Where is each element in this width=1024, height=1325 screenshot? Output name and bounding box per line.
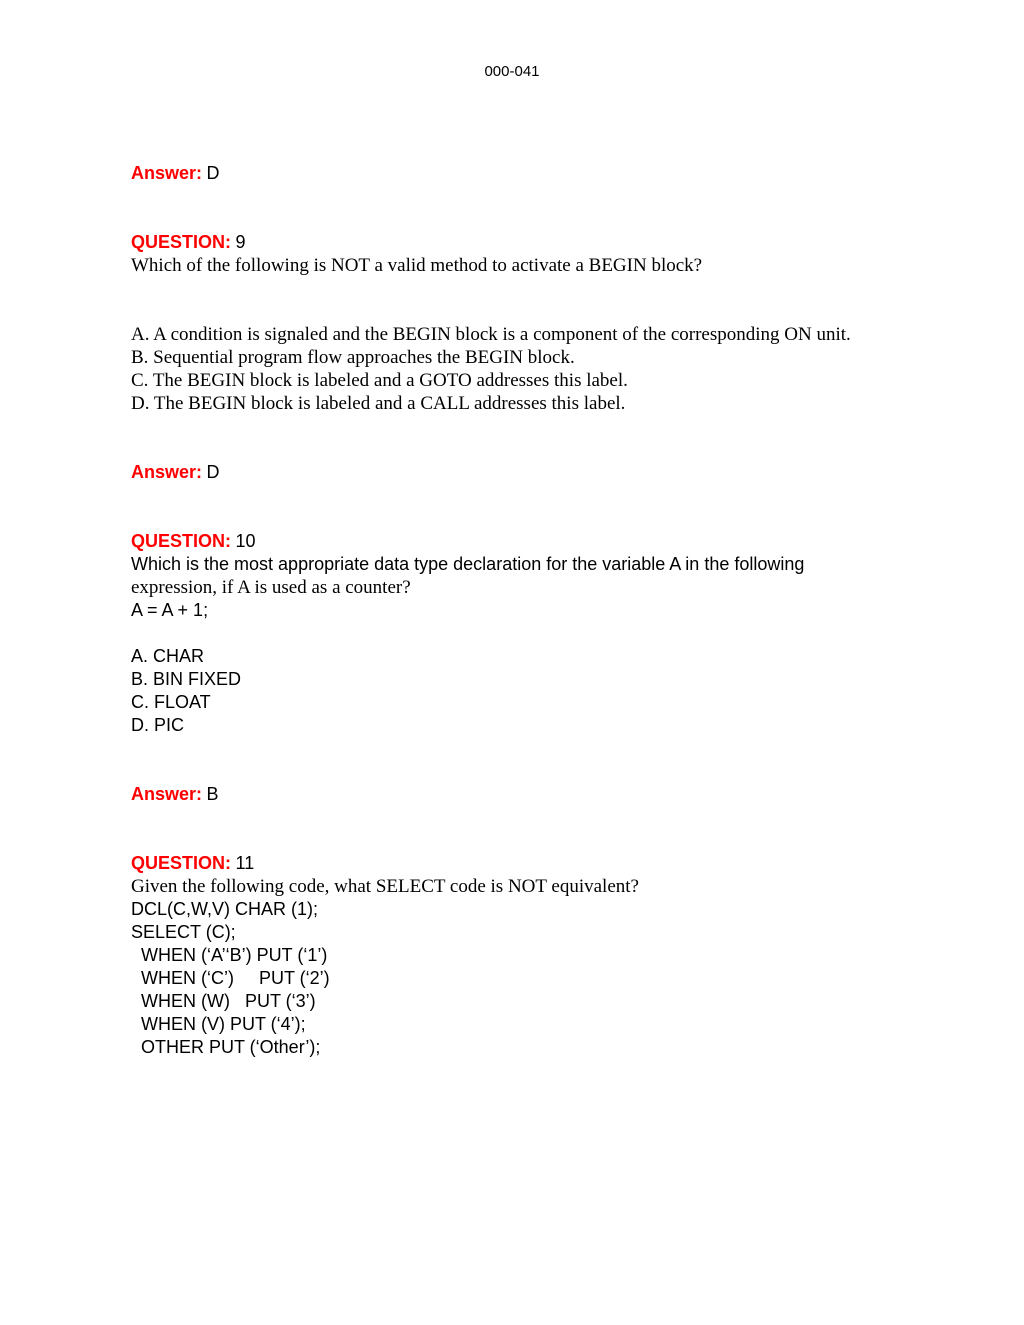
code-line: SELECT (C); [131, 922, 236, 942]
answer-value: B [206, 784, 219, 804]
answer-value: D [206, 163, 220, 183]
code-line: DCL(C,W,V) CHAR (1); [131, 899, 319, 919]
question-number: 10 [235, 531, 256, 551]
code-line: WHEN (‘A’‘B’) PUT (‘1’) [131, 945, 328, 965]
question-label: QUESTION: [131, 232, 232, 252]
answer-label: Answer: [131, 163, 203, 183]
option-a: A. A condition is signaled and the BEGIN block is a component of the corresponding ON unit. [131, 324, 851, 345]
answer-10 [131, 783, 991, 806]
code-line: OTHER PUT (‘Other’); [131, 1037, 321, 1057]
question-label: QUESTION: [131, 531, 232, 551]
document-content [131, 162, 991, 1059]
question-10-code: A = A + 1; [131, 600, 209, 620]
question-10-text-line-1: Which is the most appropriate data type declaration for the variable A in the following [131, 554, 805, 574]
question-number: 9 [235, 232, 246, 252]
option-c: C. The BEGIN block is labeled and a GOTO addresses this label. [131, 370, 628, 391]
question-10-text-line-2: expression, if A is used as a counter? [131, 577, 411, 598]
answer-label: Answer: [131, 462, 203, 482]
option-d: D. PIC [131, 715, 185, 735]
question-10-heading [131, 530, 991, 553]
question-9-heading [131, 231, 991, 254]
answer-8 [131, 162, 991, 185]
option-b: B. BIN FIXED [131, 669, 242, 689]
option-a: A. CHAR [131, 646, 205, 666]
option-d: D. The BEGIN block is labeled and a CALL addresses this label. [131, 393, 626, 414]
code-line: WHEN (W) PUT (‘3’) [131, 991, 316, 1011]
question-9-text: Which of the following is NOT a valid method to activate a BEGIN block? [131, 255, 703, 276]
question-11-heading [131, 852, 991, 875]
code-line: WHEN (‘C’) PUT (‘2’) [131, 968, 330, 988]
answer-value: D [206, 462, 220, 482]
code-line: WHEN (V) PUT (‘4’); [131, 1014, 306, 1034]
question-number: 11 [235, 853, 255, 873]
option-b: B. Sequential program flow approaches the BEGIN block. [131, 347, 575, 368]
answer-9 [131, 461, 991, 484]
page-header-code: 000-041 [484, 63, 540, 80]
answer-label: Answer: [131, 784, 203, 804]
question-label: QUESTION: [131, 853, 232, 873]
option-c: C. FLOAT [131, 692, 211, 712]
question-11-text: Given the following code, what SELECT code is NOT equivalent? [131, 876, 639, 897]
